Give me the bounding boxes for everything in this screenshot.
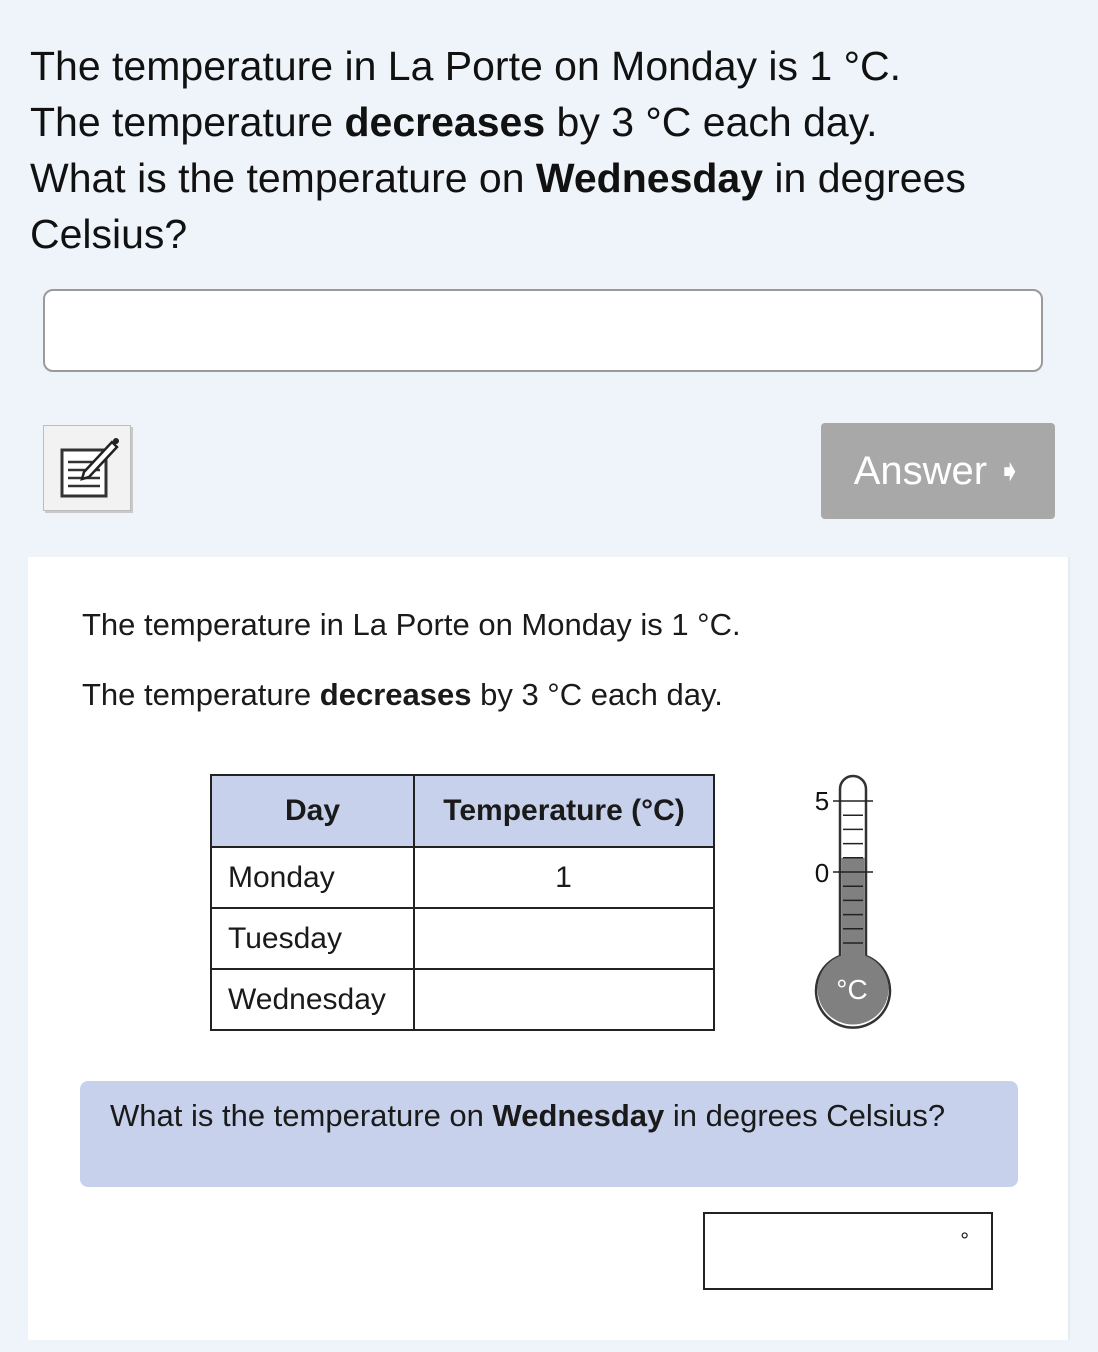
notepad-button[interactable] (43, 425, 131, 511)
cell-day: Wednesday (211, 969, 414, 1030)
notepad-pencil-icon (54, 432, 124, 504)
prompt-box: What is the temperature on Wednesday in degrees Celsius? (80, 1081, 1018, 1187)
cell-day: Monday (211, 847, 414, 908)
answer-button[interactable] (821, 423, 1055, 519)
degree-unit: ° (960, 1228, 969, 1253)
header-temperature: Temperature (°C) (414, 775, 714, 847)
worked-panel (28, 557, 1070, 1340)
arrow-right-icon: ➧ (997, 454, 1023, 488)
cell-temp (414, 969, 714, 1030)
thermometer-label-zero: 0 (814, 858, 830, 888)
thermometer-fluid (842, 858, 865, 966)
question-line-2: The temperature decreases by 3 °C each day. (30, 99, 878, 145)
panel-line-1: The temperature in La Porte on Monday is 1 °C. (82, 607, 741, 642)
cell-day: Tuesday (211, 908, 414, 969)
table-row (211, 908, 714, 969)
panel-line-2: The temperature decreases by 3 °C each day. (82, 677, 723, 712)
question-line-1: The temperature in La Porte on Monday is 1 °C. (30, 43, 902, 89)
thermometer-icon (788, 769, 908, 1034)
table-row (211, 847, 714, 908)
thermometer-label-five: 5 (814, 786, 830, 816)
header-day: Day (211, 775, 414, 847)
answer-button-label: Answer (853, 448, 988, 493)
table-header-row (211, 775, 714, 847)
temperature-table (210, 774, 715, 1031)
question-line-3: What is the temperature on Wednesday in degrees Celsius? (30, 155, 966, 257)
question-text (30, 38, 1070, 262)
table-row (211, 969, 714, 1030)
thermometer-unit: °C (836, 974, 868, 1005)
wednesday-answer-input[interactable] (703, 1212, 993, 1290)
cell-temp (414, 908, 714, 969)
answer-input[interactable] (43, 289, 1043, 372)
cell-temp: 1 (414, 847, 714, 908)
